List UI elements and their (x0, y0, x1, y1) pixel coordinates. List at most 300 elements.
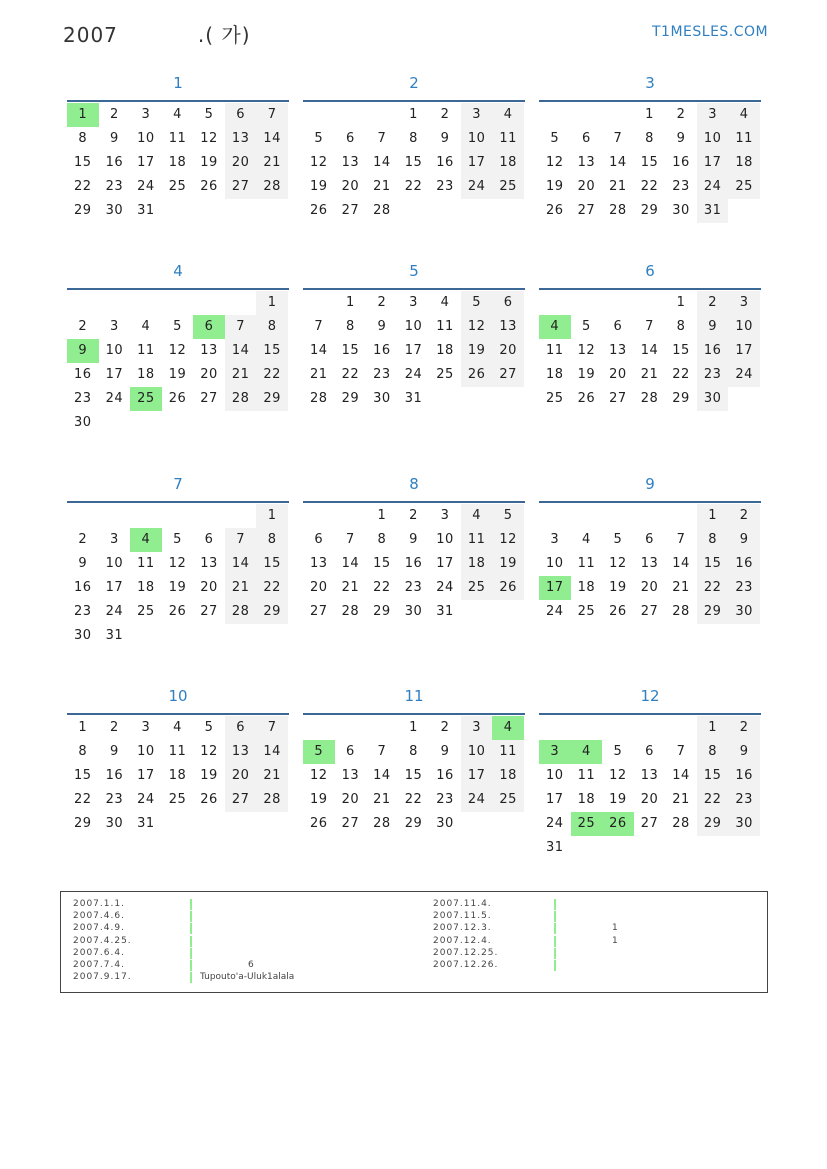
day-cell[interactable]: 9 (728, 528, 760, 552)
day-cell[interactable]: 6 (345, 131, 355, 146)
day-cell[interactable]: 12 (609, 768, 627, 783)
day-cell[interactable]: 30 (728, 600, 760, 624)
day-cell[interactable]: 17 (137, 155, 155, 170)
day-cell[interactable]: 14 (256, 740, 288, 764)
day-cell[interactable]: 10 (436, 532, 454, 547)
day-cell[interactable]: 30 (436, 816, 454, 831)
day-cell[interactable]: 5 (204, 720, 214, 735)
day-cell[interactable]: 1 (409, 107, 418, 122)
day-cell[interactable]: 19 (310, 792, 328, 807)
day-cell[interactable]: 10 (728, 315, 760, 339)
day-cell[interactable]: 18 (492, 151, 524, 175)
day-cell[interactable]: 15 (404, 155, 423, 170)
day-cell[interactable]: 20 (640, 580, 659, 595)
day-cell[interactable]: 8 (78, 131, 88, 146)
day-cell[interactable]: 29 (697, 600, 729, 624)
day-cell[interactable]: 16 (728, 552, 760, 576)
day-cell[interactable]: 12 (168, 343, 187, 358)
day-cell[interactable]: 5 (314, 131, 324, 146)
day-cell[interactable]: 28 (609, 203, 627, 218)
holiday-day[interactable]: 26 (602, 812, 634, 836)
day-cell[interactable]: 12 (168, 556, 187, 571)
day-cell[interactable]: 9 (440, 131, 450, 146)
day-cell[interactable]: 4 (173, 107, 182, 122)
day-cell[interactable]: 17 (461, 764, 493, 788)
day-cell[interactable]: 2 (409, 508, 418, 523)
day-cell[interactable]: 18 (137, 580, 155, 595)
day-cell[interactable]: 9 (728, 740, 760, 764)
day-cell[interactable]: 25 (168, 792, 187, 807)
day-cell[interactable]: 20 (200, 580, 218, 595)
day-cell[interactable]: 7 (645, 319, 654, 334)
day-cell[interactable]: 2 (109, 107, 119, 122)
day-cell[interactable]: 28 (256, 788, 288, 812)
day-cell[interactable]: 6 (314, 532, 324, 547)
day-cell[interactable]: 27 (310, 604, 328, 619)
day-cell[interactable]: 30 (672, 203, 690, 218)
day-cell[interactable]: 20 (609, 367, 627, 382)
day-cell[interactable]: 19 (200, 155, 218, 170)
day-cell[interactable]: 12 (310, 155, 328, 170)
day-cell[interactable]: 1 (645, 107, 654, 122)
day-cell[interactable]: 8 (697, 740, 729, 764)
day-cell[interactable]: 3 (109, 319, 119, 334)
day-cell[interactable]: 12 (546, 155, 564, 170)
day-cell[interactable]: 30 (728, 812, 760, 836)
day-cell[interactable]: 9 (109, 744, 119, 759)
day-cell[interactable]: 2 (728, 716, 760, 740)
day-cell[interactable]: 15 (373, 556, 391, 571)
day-cell[interactable]: 10 (137, 744, 155, 759)
day-cell[interactable]: 11 (546, 343, 564, 358)
day-cell[interactable]: 13 (225, 740, 257, 764)
day-cell[interactable]: 7 (377, 131, 387, 146)
day-cell[interactable]: 23 (672, 179, 690, 194)
holiday-day[interactable]: 1 (67, 103, 99, 127)
day-cell[interactable]: 11 (577, 556, 596, 571)
day-cell[interactable]: 10 (105, 556, 124, 571)
day-cell[interactable]: 2 (377, 295, 387, 310)
day-cell[interactable]: 16 (436, 155, 454, 170)
day-cell[interactable]: 13 (310, 556, 328, 571)
day-cell[interactable]: 11 (168, 744, 187, 759)
day-cell[interactable]: 4 (581, 532, 591, 547)
day-cell[interactable]: 20 (225, 151, 257, 175)
day-cell[interactable]: 15 (74, 155, 92, 170)
day-cell[interactable]: 22 (373, 580, 391, 595)
day-cell[interactable]: 24 (137, 792, 155, 807)
day-cell[interactable]: 11 (492, 740, 524, 764)
day-cell[interactable]: 12 (310, 768, 328, 783)
day-cell[interactable]: 18 (577, 792, 596, 807)
day-cell[interactable]: 28 (341, 604, 360, 619)
day-cell[interactable]: 7 (377, 744, 387, 759)
day-cell[interactable]: 21 (225, 576, 257, 600)
day-cell[interactable]: 3 (461, 103, 493, 127)
day-cell[interactable]: 10 (461, 740, 493, 764)
day-cell[interactable]: 25 (492, 788, 524, 812)
day-cell[interactable]: 30 (105, 816, 124, 831)
day-cell[interactable]: 5 (613, 744, 623, 759)
day-cell[interactable]: 21 (672, 792, 690, 807)
day-cell[interactable]: 16 (404, 556, 423, 571)
day-cell[interactable]: 25 (577, 604, 596, 619)
day-cell[interactable]: 25 (728, 175, 760, 199)
day-cell[interactable]: 26 (577, 391, 596, 406)
day-cell[interactable]: 7 (256, 716, 288, 740)
day-cell[interactable]: 11 (436, 319, 454, 334)
day-cell[interactable]: 7 (676, 744, 686, 759)
day-cell[interactable]: 19 (492, 552, 524, 576)
day-cell[interactable]: 20 (200, 367, 218, 382)
day-cell[interactable]: 22 (256, 363, 288, 387)
day-cell[interactable]: 12 (577, 343, 596, 358)
day-cell[interactable]: 26 (461, 363, 493, 387)
day-cell[interactable]: 8 (409, 744, 418, 759)
day-cell[interactable]: 25 (546, 391, 564, 406)
day-cell[interactable]: 9 (109, 131, 119, 146)
day-cell[interactable]: 19 (546, 179, 564, 194)
day-cell[interactable]: 13 (492, 315, 524, 339)
day-cell[interactable]: 18 (137, 367, 155, 382)
day-cell[interactable]: 26 (609, 604, 627, 619)
day-cell[interactable]: 27 (225, 175, 257, 199)
day-cell[interactable]: 24 (546, 604, 564, 619)
day-cell[interactable]: 14 (256, 127, 288, 151)
day-cell[interactable]: 7 (225, 315, 257, 339)
day-cell[interactable]: 10 (461, 127, 493, 151)
day-cell[interactable]: 26 (492, 576, 524, 600)
day-cell[interactable]: 12 (461, 315, 493, 339)
day-cell[interactable]: 13 (200, 556, 218, 571)
day-cell[interactable]: 24 (461, 788, 493, 812)
day-cell[interactable]: 24 (728, 363, 760, 387)
day-cell[interactable]: 3 (141, 720, 151, 735)
day-cell[interactable]: 23 (404, 580, 423, 595)
day-cell[interactable]: 27 (341, 816, 360, 831)
day-cell[interactable]: 2 (78, 532, 88, 547)
day-cell[interactable]: 21 (640, 367, 659, 382)
day-cell[interactable]: 22 (404, 792, 423, 807)
day-cell[interactable]: 2 (440, 720, 450, 735)
day-cell[interactable]: 20 (640, 792, 659, 807)
holiday-day[interactable]: 25 (130, 387, 162, 411)
day-cell[interactable]: 25 (168, 179, 187, 194)
day-cell[interactable]: 5 (173, 319, 182, 334)
day-cell[interactable]: 8 (697, 528, 729, 552)
day-cell[interactable]: 16 (373, 343, 391, 358)
day-cell[interactable]: 16 (105, 768, 124, 783)
day-cell[interactable]: 26 (200, 179, 218, 194)
day-cell[interactable]: 29 (697, 812, 729, 836)
day-cell[interactable]: 20 (310, 580, 328, 595)
day-cell[interactable]: 7 (676, 532, 686, 547)
day-cell[interactable]: 14 (640, 343, 659, 358)
day-cell[interactable]: 12 (200, 744, 218, 759)
day-cell[interactable]: 26 (200, 792, 218, 807)
day-cell[interactable]: 31 (436, 604, 454, 619)
day-cell[interactable]: 30 (105, 203, 124, 218)
day-cell[interactable]: 24 (137, 179, 155, 194)
day-cell[interactable]: 8 (256, 315, 288, 339)
day-cell[interactable]: 17 (546, 792, 564, 807)
day-cell[interactable]: 21 (373, 792, 391, 807)
day-cell[interactable]: 4 (141, 319, 151, 334)
day-cell[interactable]: 28 (310, 391, 328, 406)
day-cell[interactable]: 8 (345, 319, 355, 334)
day-cell[interactable]: 24 (105, 604, 124, 619)
day-cell[interactable]: 14 (373, 155, 391, 170)
day-cell[interactable]: 9 (440, 744, 450, 759)
day-cell[interactable]: 6 (204, 532, 214, 547)
day-cell[interactable]: 3 (461, 716, 493, 740)
day-cell[interactable]: 14 (341, 556, 360, 571)
day-cell[interactable]: 29 (74, 203, 92, 218)
day-cell[interactable]: 12 (609, 556, 627, 571)
day-cell[interactable]: 5 (613, 532, 623, 547)
day-cell[interactable]: 3 (409, 295, 418, 310)
day-cell[interactable]: 23 (728, 788, 760, 812)
day-cell[interactable]: 6 (645, 744, 654, 759)
day-cell[interactable]: 29 (256, 600, 288, 624)
day-cell[interactable]: 31 (137, 203, 155, 218)
day-cell[interactable]: 10 (546, 768, 564, 783)
day-cell[interactable]: 12 (200, 131, 218, 146)
day-cell[interactable]: 24 (546, 816, 564, 831)
day-cell[interactable]: 15 (697, 552, 729, 576)
day-cell[interactable]: 4 (728, 103, 760, 127)
day-cell[interactable]: 16 (436, 768, 454, 783)
day-cell[interactable]: 11 (492, 127, 524, 151)
day-cell[interactable]: 8 (78, 744, 88, 759)
day-cell[interactable]: 30 (404, 604, 423, 619)
day-cell[interactable]: 7 (345, 532, 355, 547)
day-cell[interactable]: 24 (105, 391, 124, 406)
day-cell[interactable]: 5 (550, 131, 560, 146)
holiday-day[interactable]: 4 (492, 716, 524, 740)
day-cell[interactable]: 31 (137, 816, 155, 831)
day-cell[interactable]: 3 (109, 532, 119, 547)
day-cell[interactable]: 3 (440, 508, 450, 523)
day-cell[interactable]: 14 (609, 155, 627, 170)
day-cell[interactable]: 27 (640, 816, 659, 831)
day-cell[interactable]: 11 (168, 131, 187, 146)
day-cell[interactable]: 21 (256, 151, 288, 175)
day-cell[interactable]: 25 (137, 604, 155, 619)
day-cell[interactable]: 25 (436, 367, 454, 382)
day-cell[interactable]: 2 (728, 504, 760, 528)
day-cell[interactable]: 1 (409, 720, 418, 735)
day-cell[interactable]: 22 (404, 179, 423, 194)
day-cell[interactable]: 11 (577, 768, 596, 783)
day-cell[interactable]: 14 (225, 552, 257, 576)
day-cell[interactable]: 6 (492, 291, 524, 315)
day-cell[interactable]: 8 (676, 319, 686, 334)
day-cell[interactable]: 13 (609, 343, 627, 358)
day-cell[interactable]: 3 (728, 291, 760, 315)
day-cell[interactable]: 19 (168, 580, 187, 595)
day-cell[interactable]: 28 (225, 600, 257, 624)
day-cell[interactable]: 22 (341, 367, 360, 382)
day-cell[interactable]: 13 (640, 556, 659, 571)
day-cell[interactable]: 1 (78, 720, 88, 735)
day-cell[interactable]: 31 (404, 391, 423, 406)
holiday-day[interactable]: 25 (571, 812, 603, 836)
day-cell[interactable]: 19 (168, 367, 187, 382)
day-cell[interactable]: 19 (609, 580, 627, 595)
day-cell[interactable]: 28 (373, 203, 391, 218)
day-cell[interactable]: 1 (697, 504, 729, 528)
day-cell[interactable]: 29 (640, 203, 659, 218)
day-cell[interactable]: 8 (256, 528, 288, 552)
day-cell[interactable]: 21 (341, 580, 360, 595)
holiday-day[interactable]: 4 (130, 528, 162, 552)
day-cell[interactable]: 9 (78, 556, 88, 571)
day-cell[interactable]: 16 (672, 155, 690, 170)
day-cell[interactable]: 7 (256, 103, 288, 127)
day-cell[interactable]: 28 (640, 391, 659, 406)
day-cell[interactable]: 7 (314, 319, 324, 334)
day-cell[interactable]: 22 (697, 576, 729, 600)
day-cell[interactable]: 23 (74, 604, 92, 619)
day-cell[interactable]: 2 (676, 107, 686, 122)
day-cell[interactable]: 31 (697, 199, 729, 223)
day-cell[interactable]: 3 (141, 107, 151, 122)
day-cell[interactable]: 3 (550, 532, 560, 547)
day-cell[interactable]: 5 (173, 532, 182, 547)
day-cell[interactable]: 13 (341, 768, 360, 783)
day-cell[interactable]: 17 (728, 339, 760, 363)
day-cell[interactable]: 14 (672, 768, 690, 783)
day-cell[interactable]: 26 (546, 203, 564, 218)
day-cell[interactable]: 1 (256, 504, 288, 528)
day-cell[interactable]: 15 (672, 343, 690, 358)
day-cell[interactable]: 29 (672, 391, 690, 406)
day-cell[interactable]: 27 (640, 604, 659, 619)
holiday-day[interactable]: 4 (571, 740, 603, 764)
day-cell[interactable]: 30 (373, 391, 391, 406)
day-cell[interactable]: 10 (404, 319, 423, 334)
day-cell[interactable]: 6 (613, 319, 623, 334)
day-cell[interactable]: 19 (577, 367, 596, 382)
day-cell[interactable]: 23 (105, 179, 124, 194)
day-cell[interactable]: 5 (461, 291, 493, 315)
day-cell[interactable]: 5 (204, 107, 214, 122)
day-cell[interactable]: 14 (373, 768, 391, 783)
day-cell[interactable]: 13 (200, 343, 218, 358)
day-cell[interactable]: 2 (440, 107, 450, 122)
day-cell[interactable]: 27 (200, 391, 218, 406)
day-cell[interactable]: 23 (74, 391, 92, 406)
day-cell[interactable]: 22 (256, 576, 288, 600)
day-cell[interactable]: 10 (546, 556, 564, 571)
day-cell[interactable]: 13 (577, 155, 596, 170)
day-cell[interactable]: 18 (436, 343, 454, 358)
day-cell[interactable]: 12 (492, 528, 524, 552)
day-cell[interactable]: 22 (672, 367, 690, 382)
holiday-day[interactable]: 3 (539, 740, 571, 764)
day-cell[interactable]: 31 (105, 628, 124, 643)
day-cell[interactable]: 18 (461, 552, 493, 576)
day-cell[interactable]: 27 (492, 363, 524, 387)
day-cell[interactable]: 17 (697, 151, 729, 175)
day-cell[interactable]: 13 (341, 155, 360, 170)
day-cell[interactable]: 29 (404, 816, 423, 831)
day-cell[interactable]: 2 (109, 720, 119, 735)
day-cell[interactable]: 30 (697, 387, 729, 411)
day-cell[interactable]: 22 (74, 792, 92, 807)
day-cell[interactable]: 21 (256, 764, 288, 788)
day-cell[interactable]: 4 (173, 720, 182, 735)
day-cell[interactable]: 2 (697, 291, 729, 315)
day-cell[interactable]: 1 (377, 508, 387, 523)
day-cell[interactable]: 23 (436, 792, 454, 807)
day-cell[interactable]: 4 (440, 295, 450, 310)
day-cell[interactable]: 6 (645, 532, 654, 547)
day-cell[interactable]: 1 (345, 295, 355, 310)
day-cell[interactable]: 17 (137, 768, 155, 783)
day-cell[interactable]: 9 (377, 319, 387, 334)
day-cell[interactable]: 30 (74, 628, 92, 643)
day-cell[interactable]: 15 (74, 768, 92, 783)
day-cell[interactable]: 22 (640, 179, 659, 194)
day-cell[interactable]: 16 (105, 155, 124, 170)
day-cell[interactable]: 21 (373, 179, 391, 194)
day-cell[interactable]: 2 (78, 319, 88, 334)
day-cell[interactable]: 18 (168, 768, 187, 783)
day-cell[interactable]: 15 (404, 768, 423, 783)
day-cell[interactable]: 23 (105, 792, 124, 807)
day-cell[interactable]: 30 (74, 415, 92, 430)
day-cell[interactable]: 15 (256, 339, 288, 363)
day-cell[interactable]: 15 (341, 343, 360, 358)
day-cell[interactable]: 19 (461, 339, 493, 363)
day-cell[interactable]: 26 (168, 604, 187, 619)
day-cell[interactable]: 18 (577, 580, 596, 595)
day-cell[interactable]: 18 (546, 367, 564, 382)
day-cell[interactable]: 10 (137, 131, 155, 146)
day-cell[interactable]: 18 (168, 155, 187, 170)
holiday-day[interactable]: 4 (539, 315, 571, 339)
day-cell[interactable]: 25 (461, 576, 493, 600)
day-cell[interactable]: 16 (697, 339, 729, 363)
day-cell[interactable]: 23 (728, 576, 760, 600)
day-cell[interactable]: 3 (697, 103, 729, 127)
day-cell[interactable]: 4 (492, 103, 524, 127)
day-cell[interactable]: 27 (225, 788, 257, 812)
day-cell[interactable]: 26 (310, 203, 328, 218)
day-cell[interactable]: 23 (436, 179, 454, 194)
day-cell[interactable]: 19 (609, 792, 627, 807)
day-cell[interactable]: 26 (310, 816, 328, 831)
day-cell[interactable]: 10 (105, 343, 124, 358)
day-cell[interactable]: 22 (697, 788, 729, 812)
day-cell[interactable]: 17 (105, 580, 124, 595)
day-cell[interactable]: 26 (168, 391, 187, 406)
day-cell[interactable]: 11 (461, 528, 493, 552)
day-cell[interactable]: 20 (492, 339, 524, 363)
day-cell[interactable]: 11 (137, 343, 155, 358)
day-cell[interactable]: 21 (672, 580, 690, 595)
day-cell[interactable]: 23 (373, 367, 391, 382)
day-cell[interactable]: 11 (137, 556, 155, 571)
day-cell[interactable]: 6 (225, 716, 257, 740)
day-cell[interactable]: 14 (672, 556, 690, 571)
day-cell[interactable]: 5 (581, 319, 591, 334)
day-cell[interactable]: 14 (310, 343, 328, 358)
day-cell[interactable]: 29 (256, 387, 288, 411)
holiday-day[interactable]: 5 (303, 740, 335, 764)
